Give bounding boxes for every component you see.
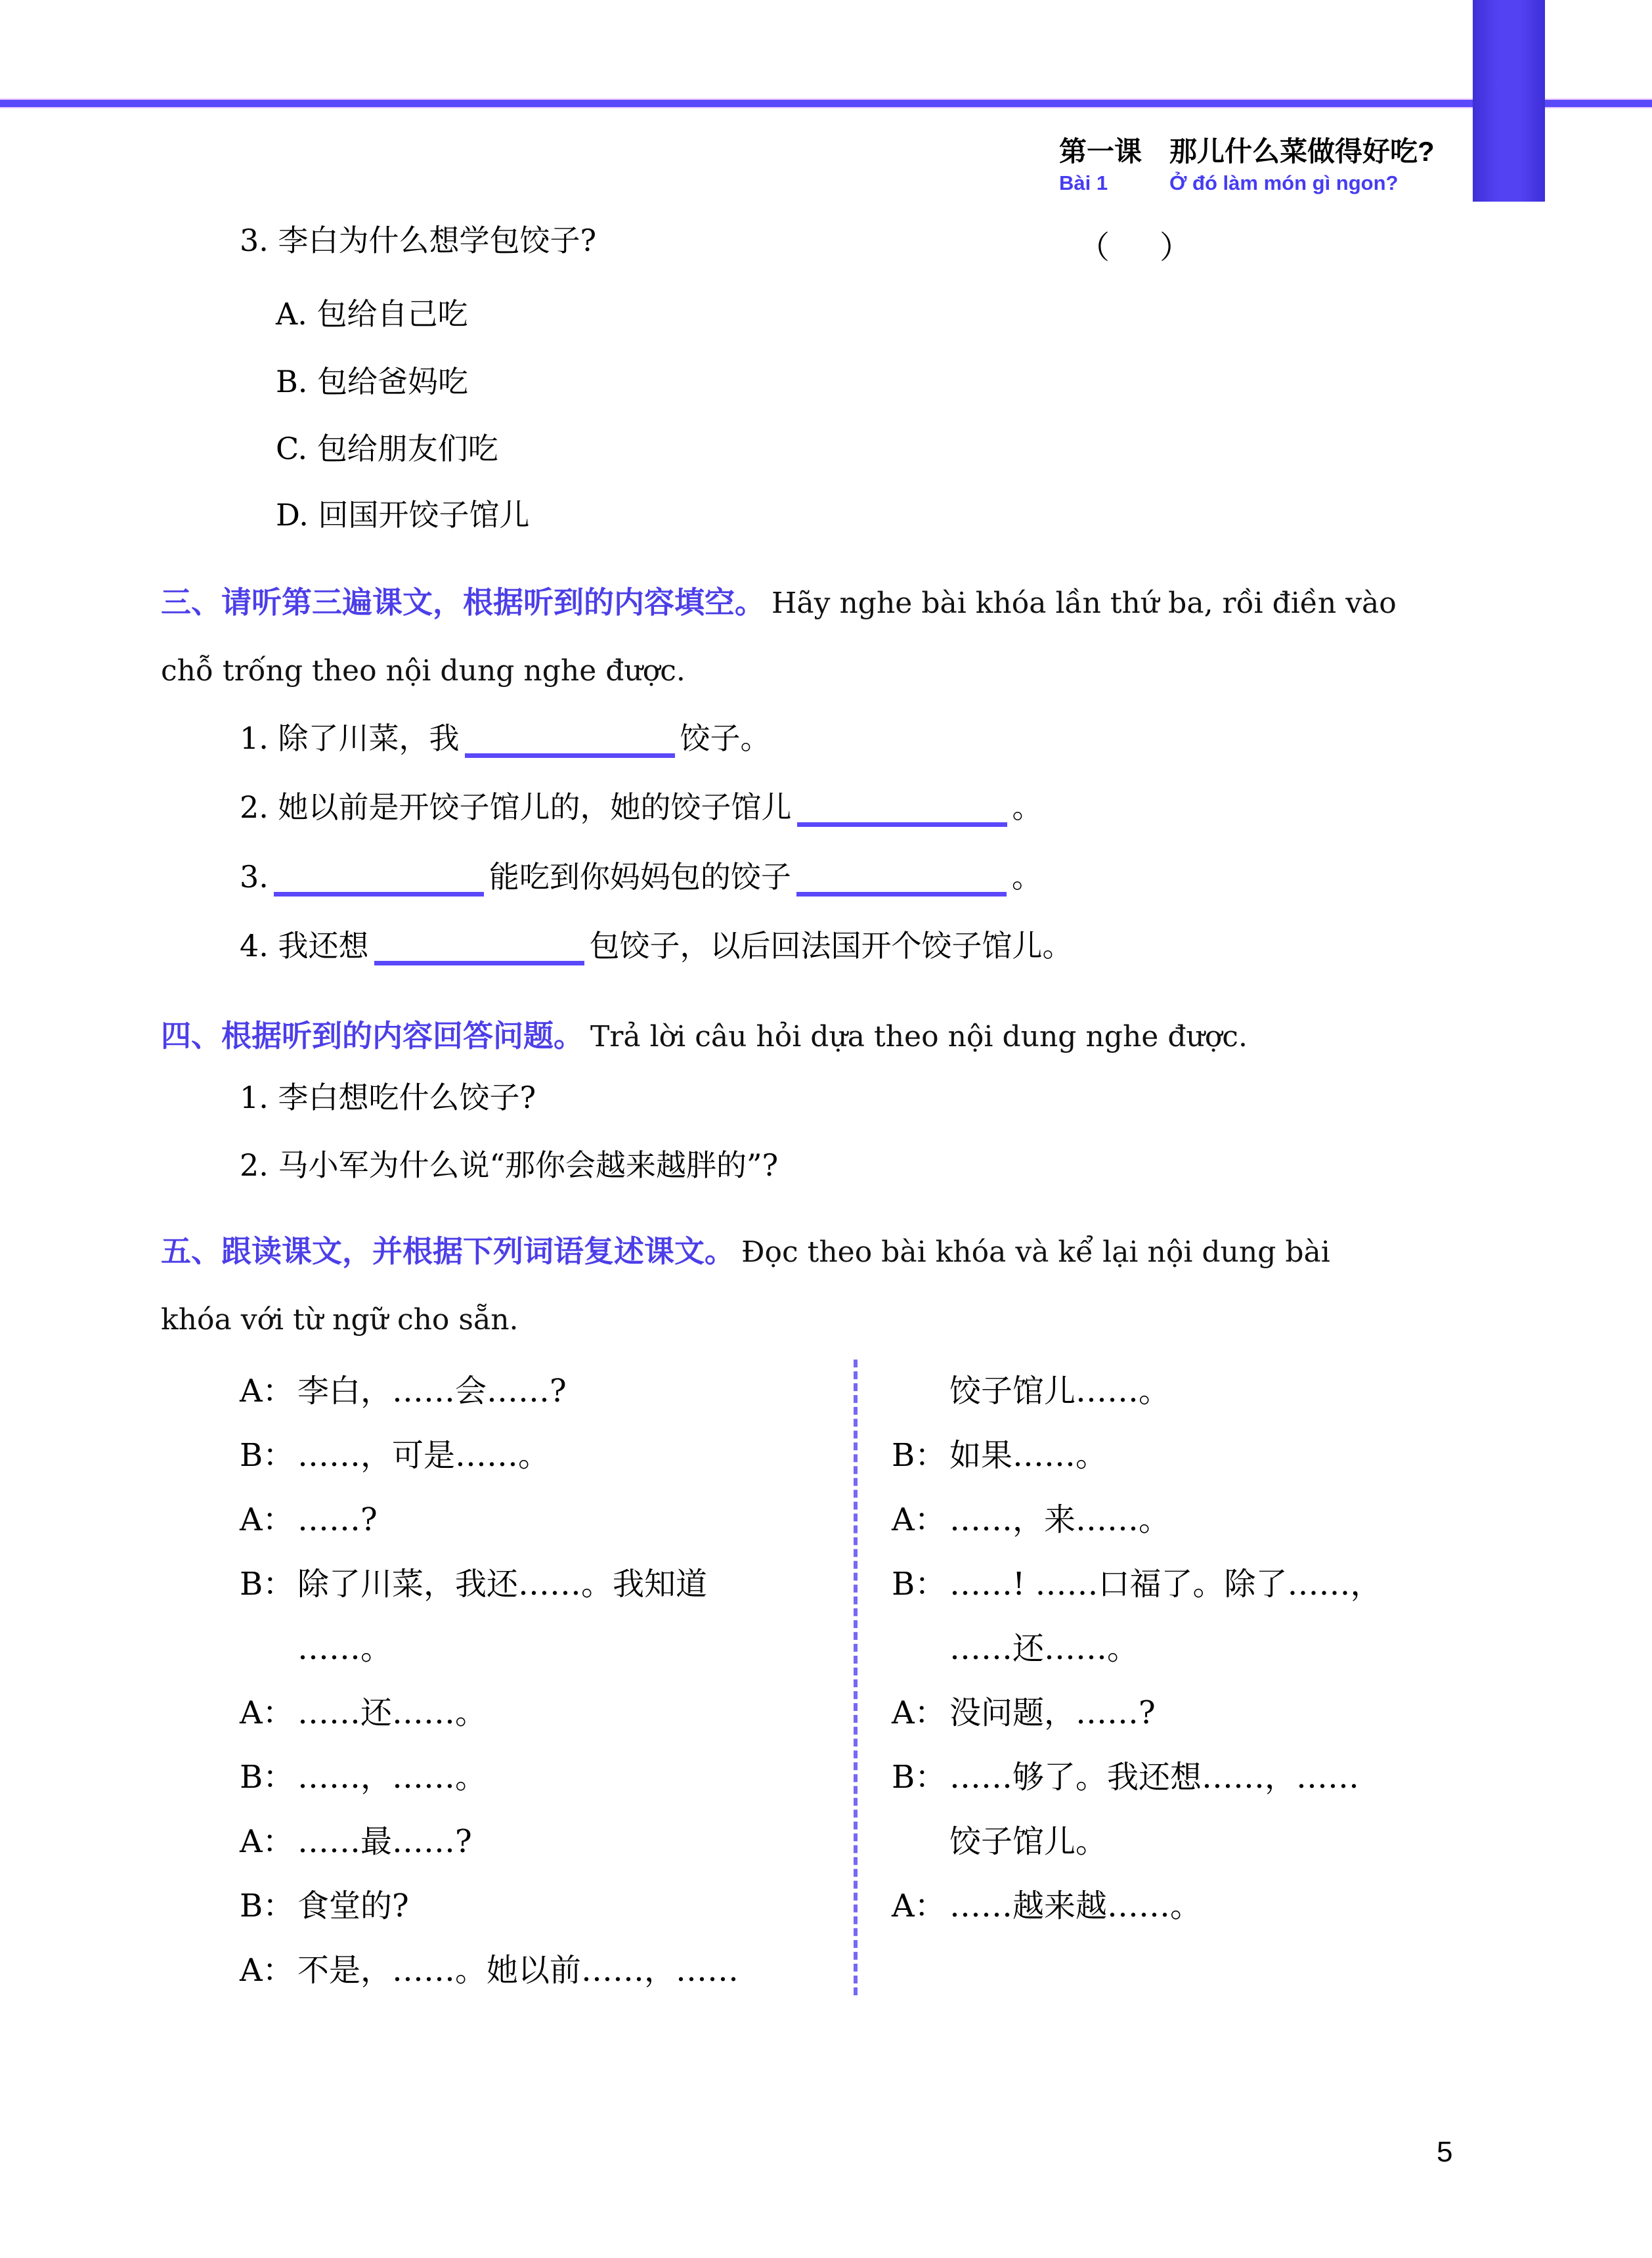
dialogue-text: 如果……。 (949, 1437, 1108, 1474)
dialogue-line (240, 1756, 850, 1821)
fill-item-3-blank-2 (796, 866, 1007, 897)
fill-item-1-text: 1. 除了川菜，我 (240, 720, 460, 756)
speaker-label: A： (892, 1694, 946, 1731)
lesson-title-zh: 那儿什么菜做得好吃? (1169, 136, 1435, 167)
section-three-heading (161, 583, 1397, 623)
fill-item-1-text-2: 饺子。 (680, 720, 771, 756)
fill-item-2-blank (797, 796, 1007, 827)
speaker-label: B： (892, 1759, 947, 1796)
dialogue-text: ……? (297, 1501, 378, 1538)
lesson-number-zh: 第一课 (1059, 136, 1142, 167)
speaker-label: A： (240, 1373, 294, 1409)
header-line-vi (1059, 171, 1435, 196)
speaker-label: A： (892, 1888, 946, 1924)
fill-item-3-blank-1 (274, 866, 484, 897)
section-three-heading-vi: Hãy nghe bài khóa lần thứ ba, rồi điền vào (772, 587, 1397, 620)
question-3-answer-parens: （ ） (1078, 229, 1201, 266)
dialogue-line (892, 1692, 1601, 1756)
section-four-question-2: 2. 马小军为什么说“那你会越来越胖的”? (240, 1147, 779, 1183)
dialogue-text: 食堂的? (297, 1888, 409, 1924)
section-three-heading-vi-cont: chỗ trống theo nội dung nghe được. (161, 654, 685, 688)
dialogue-line (240, 1370, 850, 1434)
fill-item-1-blank (465, 727, 675, 758)
fill-item-2-text: 2. 她以前是开饺子馆儿的，她的饺子馆儿 (240, 789, 792, 825)
speaker-label: A： (240, 1501, 294, 1538)
speaker-label: A： (240, 1694, 294, 1731)
section-four-heading-vi: Trả lời câu hỏi dựa theo nội dung nghe được. (590, 1020, 1248, 1053)
speaker-label: A： (240, 1823, 294, 1860)
header-line-zh (1059, 135, 1435, 168)
speaker-label: B： (892, 1566, 947, 1603)
section-five-heading-zh: 五、跟读课文，并根据下列词语复述课文。 (161, 1234, 735, 1268)
fill-item-4-blank (374, 935, 584, 965)
question-3-option-a: A. 包给自己吃 (276, 296, 468, 332)
speaker-label: A： (892, 1501, 946, 1538)
speaker-label: B： (240, 1437, 295, 1474)
question-3-option-b: B. 包给爸妈吃 (276, 364, 469, 399)
section-five-heading (161, 1232, 1330, 1272)
speaker-label: B： (240, 1759, 295, 1796)
dialogue-text: ……还……。 (949, 1630, 1139, 1667)
dialogue-text: 饺子馆儿。 (949, 1823, 1108, 1860)
fill-item-3-text-3: 。 (1011, 859, 1042, 895)
dialogue-text: 没问题，……? (949, 1694, 1156, 1731)
dialogue-line (892, 1821, 1601, 1885)
question-3-option-c: C. 包给朋友们吃 (276, 431, 498, 466)
dialogue-line (892, 1563, 1601, 1627)
page-header (1059, 135, 1435, 196)
fill-item-3-text: 3. (240, 859, 269, 895)
section-four-question-1: 1. 李白想吃什么饺子? (240, 1080, 536, 1115)
corner-accent-bar (1473, 0, 1545, 202)
question-3-option-d: D. 回国开饺子馆儿 (276, 497, 530, 533)
dialogue-line (892, 1885, 1601, 1949)
dialogue-text: 除了川菜，我还……。我知道 (297, 1566, 708, 1603)
dialogue-text: ……! ……口福了。除了……， (949, 1566, 1382, 1603)
dialogue-line (892, 1756, 1601, 1821)
section-five-heading-vi: Đọc theo bài khóa và kể lại nội dung bài (741, 1235, 1330, 1269)
dialogue-line (892, 1434, 1601, 1499)
dialogue-text: 不是，……。她以前……，…… (297, 1952, 739, 1989)
fill-item-3 (240, 858, 1042, 897)
dialogue-text: ……，来……。 (949, 1501, 1171, 1538)
speaker-label: B： (240, 1888, 295, 1924)
page-number: 5 (1437, 2136, 1453, 2168)
dialogue-text: ……，可是……。 (297, 1437, 550, 1474)
dialogue-text: ……，……。 (297, 1759, 487, 1796)
fill-item-4-text: 4. 我还想 (240, 928, 369, 963)
dialogue-line (240, 1499, 850, 1563)
section-five-heading-vi-cont: khóa với từ ngữ cho sẵn. (161, 1303, 519, 1337)
dialogue-line (892, 1627, 1601, 1692)
fill-item-2-text-2: 。 (1012, 789, 1043, 825)
dialogue-text: ……越来越……。 (949, 1888, 1202, 1924)
header-rule-line (0, 100, 1652, 107)
speaker-label: A： (240, 1952, 294, 1989)
dialogue-line (240, 1627, 850, 1692)
dialogue-line (892, 1499, 1601, 1563)
fill-item-2 (240, 789, 1043, 827)
column-divider-dashed-line (854, 1360, 858, 1995)
dialogue-line (240, 1949, 850, 2014)
dialogue-text: 李白，……会……? (297, 1373, 567, 1409)
dialogue-text: ……还……。 (297, 1694, 487, 1731)
question-3-prompt: 3. 李白为什么想学包饺子? (240, 223, 597, 258)
dialogue-line (240, 1692, 850, 1756)
dialogue-line (892, 1370, 1601, 1434)
dialogue-line (240, 1885, 850, 1949)
dialogue-line (240, 1821, 850, 1885)
fill-item-1 (240, 720, 771, 758)
fill-item-3-text-2: 能吃到你妈妈包的饺子 (489, 859, 791, 895)
lesson-number-vi: Bài 1 (1059, 171, 1108, 194)
lesson-title-vi: Ở đó làm món gì ngon? (1169, 171, 1399, 194)
fill-item-4-text-2: 包饺子，以后回法国开个饺子馆儿。 (589, 928, 1073, 963)
dialogue-text: 饺子馆儿……。 (949, 1373, 1171, 1409)
section-four-heading-zh: 四、根据听到的内容回答问题。 (161, 1019, 584, 1053)
dialogue-text: ……。 (297, 1630, 393, 1667)
speaker-label: B： (240, 1566, 295, 1603)
section-three-heading-zh: 三、请听第三遍课文，根据听到的内容填空。 (161, 585, 765, 619)
dialogue-left-column (240, 1370, 850, 2014)
dialogue-line (240, 1563, 850, 1627)
dialogue-right-column (892, 1370, 1601, 1949)
dialogue-text: ……最……? (297, 1823, 472, 1860)
section-four-heading (161, 1017, 1248, 1056)
fill-item-4 (240, 927, 1073, 965)
dialogue-text: ……够了。我还想……，…… (949, 1759, 1360, 1796)
speaker-label: B： (892, 1437, 947, 1474)
dialogue-line (240, 1434, 850, 1499)
